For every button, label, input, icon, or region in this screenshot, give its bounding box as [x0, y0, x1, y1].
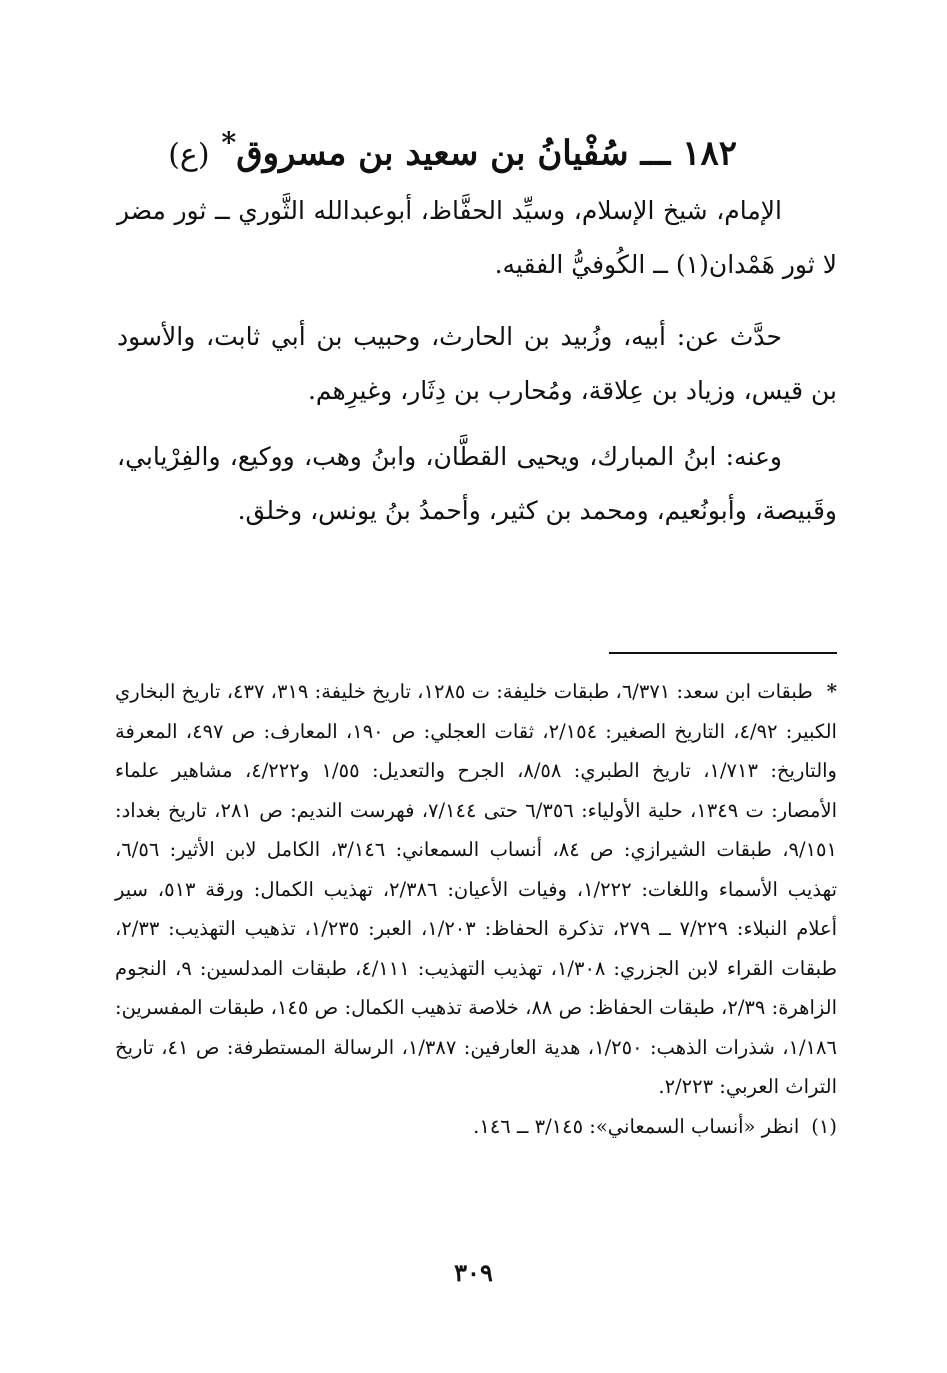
footnotes: [115, 672, 837, 1146]
source-star: *: [221, 125, 237, 159]
entry-dash: ـــ: [640, 133, 671, 174]
entry-tag: (ع): [168, 137, 210, 173]
teachers-paragraph: حدَّث عن: أبيه، وزُبيد بن الحارث، وحبيب بن أبي ثابت، والأسود بن قيس، وزياد بن عِلاقة، ومُحارب بن دِثَار، وغيرِهم.: [117, 322, 837, 405]
entry-heading: [168, 118, 737, 179]
footnote-divider: [609, 652, 837, 654]
entry-number: ١٨٢: [682, 133, 737, 174]
page-number: ٣٠٩: [454, 1258, 493, 1287]
intro-paragraph: الإمام، شيخ الإسلام، وسيِّد الحفَّاظ، أبوعبدالله الثَّوري ــ ثور مضر لا ثور هَمْدان(١) ــ الكُوفيُّ الفقيه.: [117, 196, 837, 279]
sources-marker: *: [826, 680, 837, 703]
note-text: انظر «أنساب السمعاني»: ٣/١٤٥ ــ ١٤٦.: [473, 1114, 800, 1138]
entry-name: سُفْيانُ بن سعيد بن مسروق: [236, 133, 629, 174]
students-paragraph: وعنه: ابنُ المبارك، ويحيى القطَّان، وابنُ وهب، ووكيع، والفِرْيابي، وقَبيصة، وأبونُعيم، ومحمد بن كثير، وأحمدُ بنُ يونس، وخلق.: [117, 442, 837, 525]
note-number: (١): [811, 1114, 837, 1138]
note-footnote: [115, 1107, 837, 1147]
sources-footnote: [115, 672, 837, 1107]
sources-text: طبقات ابن سعد: ٦/٣٧١، طبقات خليفة: ت ١٢٨٥، تاريخ خليفة: ٣١٩، ٤٣٧، تاريخ البخاري الكبير: ٤/٩٢، التاريخ الصغير: ٢/١٥٤، ثقات العجلي: ص ١٩٠، المعارف: ص ٤٩٧، المعرفة والتاريخ: ١/٧١٣، تاريخ الطبري: ٨/٥٨، الجرح والتعديل: ١/٥٥ و٤/٢٢٢، مشاهير علماء الأمصار: ت ١٣٤٩، حلية الأولياء: ٦/٣٥٦ حتى ٧/١٤٤، فهرست النديم: ص ٢٨١، تاريخ بغداد: ٩/١٥١، طبقات الشيرازي: ص ٨٤، أنساب السمعاني: ٣/١٤٦، الكامل لابن الأثير: ٦/٥٦، تهذيب الأسماء واللغات: ١/٢٢٢، وفيات الأعيان: ٢/٣٨٦، تهذيب الكمال: ورقة ٥١٣، سير أعلام النبلاء: ٧/٢٢٩ ــ ٢٧٩، تذكرة الحفاظ: ١/٢٠٣، العبر: ١/٢٣٥، تذهيب التهذيب: ٢/٣٣، طبقات القراء لابن الجزري: ١/٣٠٨، تهذيب التهذيب: ٤/١١١، طبقات المدلسين: ٩، النجوم الزاهرة: ٢/٣٩، طبقات الحفاظ: ص ٨٨، خلاصة تذهيب الكمال: ص ١٤٥، طبقات المفسرين: ١/١٨٦، شذرات الذهب: ١/٢٥٠، هدية العارفين: ١/٣٨٧، الرسالة المستطرفة: ص ٤١، تاريخ التراث العربي: ٢/٢٢٣.: [115, 680, 838, 1098]
